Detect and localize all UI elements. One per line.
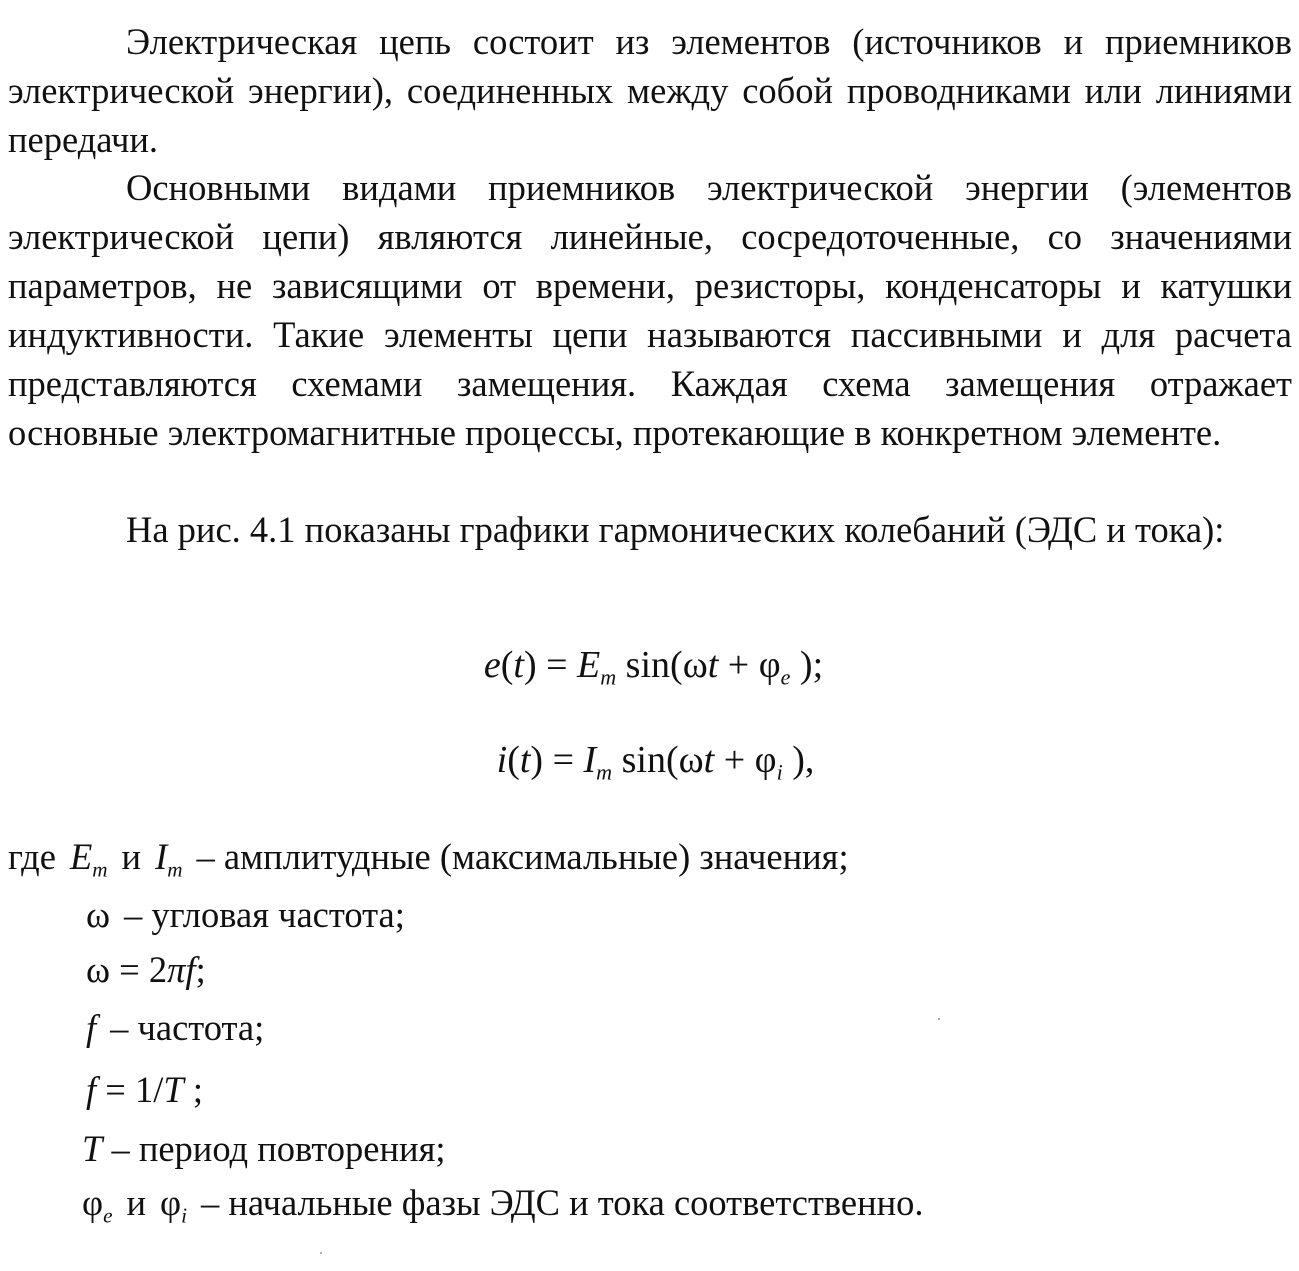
scan-speck [320, 1252, 322, 1254]
definition-phases-text: – начальные фазы ЭДС и тока соответственно. [200, 1182, 924, 1223]
paragraph-passive-elements: Основными видами приемников электрической энергии (элементов электрической цепи) являются линейные, сосредоточенные, со значениями параметров, не зависящими от времени, резисторы, конденсаторы и катушки индуктивности. Такие элементы цепи называются пассивными и для расчета представляются схемами замещения. Каждая схема замещения отражает основные электромагнитные процессы, протекающие в конкретном элементе. [8, 167, 1292, 453]
paragraph-circuit-definition: Электрическая цепь состоит из элементов (источников и приемников электрической энергии), соединенных между собой проводниками или линиями передачи. [8, 21, 1292, 160]
formula-current-tail: ), [792, 739, 815, 781]
formula-emf-tail: ); [799, 644, 824, 686]
formula-current-time: t [703, 739, 715, 781]
definition-phases-and: и [126, 1182, 147, 1223]
definition-omega-formula [86, 945, 206, 995]
symbol-period: T [82, 1128, 103, 1169]
formula-emf-amplitude: E [577, 644, 601, 686]
omega-formula-two: 2 [148, 949, 168, 990]
symbol-phase-current: φ [160, 1182, 182, 1223]
formula-emf-arg: t [513, 644, 524, 686]
definition-lead-word: где [8, 836, 56, 877]
definition-frequency-text: – частота; [110, 1007, 265, 1048]
formula-current-arg: t [519, 739, 531, 781]
formula-emf-omega: ω [682, 644, 708, 686]
formula-emf-phase: φ [758, 644, 781, 686]
symbol-phase-emf-sub: e [103, 1203, 113, 1228]
formula-current-amplitude-sub: m [596, 759, 613, 785]
formula-current: $i(t) = I_m$ $\sin(\omega t + \varphi_i$ ), [496, 739, 815, 785]
symbol-emf-amplitude: E [69, 836, 93, 877]
formula-emf: $e(t) = E_m$ $\sin(\omega t + \varphi_e$ ); [483, 644, 824, 690]
frequency-formula-end: ; [192, 1069, 203, 1110]
symbol-current-amplitude-sub: m [167, 857, 183, 882]
omega-formula-f: f [185, 949, 196, 990]
formula-emf-phase-sub: e [780, 664, 791, 690]
formula-current-phase: φ [754, 739, 777, 781]
formula-emf-time: t [707, 644, 719, 686]
omega-formula-eq: = [119, 949, 140, 990]
formula-current-func: i [496, 739, 508, 781]
symbol-omega: ω [86, 894, 111, 935]
definition-angular-frequency-text: – угловая частота; [124, 894, 405, 935]
frequency-formula-eq: = [105, 1069, 126, 1110]
formula-current-omega: ω [678, 739, 704, 781]
symbol-phase-emf: φ [82, 1182, 104, 1223]
formula-current-sin: sin [621, 739, 666, 781]
scan-speck [938, 1018, 940, 1020]
formula-emf-amplitude-sub: m [600, 664, 617, 690]
formula-emf-sin: sin [625, 644, 671, 686]
formula-emf-func: e [483, 644, 501, 686]
symbol-phase-current-sub: i [181, 1203, 187, 1228]
symbol-emf-amplitude-sub: m [92, 857, 108, 882]
definition-and: и [121, 836, 142, 877]
omega-formula-lhs: ω [86, 949, 111, 990]
definition-period [82, 1124, 446, 1174]
definition-frequency [86, 1003, 264, 1053]
definition-amplitudes-text: – амплитудные (максимальные) значения; [196, 836, 849, 877]
symbol-current-amplitude: I [155, 836, 168, 877]
formula-current-amplitude: I [583, 739, 597, 781]
omega-formula-end: ; [195, 949, 206, 990]
frequency-formula-period: T [163, 1069, 184, 1110]
frequency-formula-lhs: f [86, 1069, 97, 1110]
frequency-formula-slash: / [153, 1069, 164, 1110]
frequency-formula-one: 1 [135, 1069, 154, 1110]
symbol-frequency: f [86, 1007, 97, 1048]
definition-angular-frequency [86, 890, 405, 940]
definition-amplitudes [8, 832, 849, 894]
formula-current-phase-sub: i [776, 759, 783, 785]
omega-formula-pi: π [167, 949, 186, 990]
definition-frequency-formula [86, 1065, 203, 1115]
definition-initial-phases [82, 1178, 924, 1240]
paragraph-harmonic-intro: На рис. 4.1 показаны графики гармонических колебаний (ЭДС и тока): [126, 509, 1225, 550]
definition-period-text: – период повторения; [111, 1128, 446, 1169]
